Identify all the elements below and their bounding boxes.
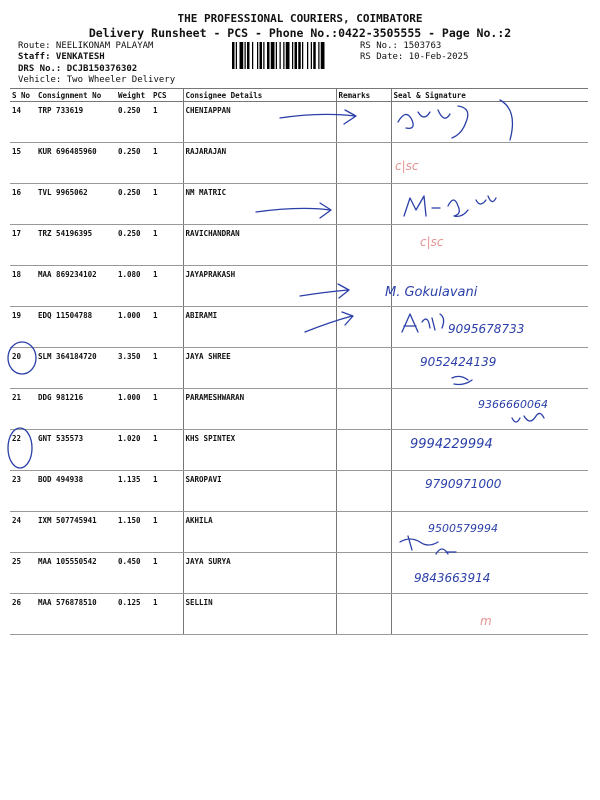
cell-consignee: NM MATRIC (183, 184, 336, 225)
handwritten-phone: 9500579994 (428, 522, 498, 535)
table-row (10, 512, 588, 553)
cell-consignee: JAYAPRAKASH (183, 266, 336, 307)
cell-consignment: KUR 696485960 (36, 143, 116, 184)
cell-consignment: EDQ 11504788 (36, 307, 116, 348)
col-header-pcs: PCS (151, 89, 183, 102)
cell-seal (391, 553, 588, 594)
cell-sno: 16 (10, 184, 36, 225)
cell-sno: 22 (10, 430, 36, 471)
company-title: THE PROFESSIONAL COURIERS, COIMBATORE (177, 12, 423, 25)
cell-sno: 26 (10, 594, 36, 635)
cell-seal (391, 307, 588, 348)
cell-consignment: IXM 507745941 (36, 512, 116, 553)
cell-remarks (336, 143, 391, 184)
cell-remarks (336, 184, 391, 225)
col-header-consignee: Consignee Details (183, 89, 336, 102)
cell-seal (391, 266, 588, 307)
table-row (10, 102, 588, 143)
drs-number: DRS No.: DCJB150376302 (18, 64, 138, 74)
cell-weight: 1.000 (116, 307, 151, 348)
cell-pcs: 1 (151, 143, 183, 184)
handwritten-phone: 9843663914 (414, 571, 491, 585)
handwritten-signature: M. Gokulavani (385, 285, 478, 300)
cell-remarks (336, 307, 391, 348)
cell-weight: 1.000 (116, 389, 151, 430)
table-row (10, 594, 588, 635)
cell-sno: 19 (10, 307, 36, 348)
cell-pcs: 1 (151, 348, 183, 389)
cell-sno: 18 (10, 266, 36, 307)
cell-remarks (336, 594, 391, 635)
table-row (10, 225, 588, 266)
table-row (10, 430, 588, 471)
barcode-image (232, 42, 352, 69)
cell-pcs: 1 (151, 266, 183, 307)
cell-consignment: MAA 105550542 (36, 553, 116, 594)
runsheet-table (10, 88, 588, 635)
cell-consignment: TRP 733619 (36, 102, 116, 143)
cell-remarks (336, 471, 391, 512)
table-row (10, 348, 588, 389)
stamp-mark: m (480, 614, 492, 628)
handwritten-phone: 9095678733 (448, 322, 525, 336)
cell-weight: 1.080 (116, 266, 151, 307)
cell-seal (391, 430, 588, 471)
cell-remarks (336, 225, 391, 266)
cell-weight: 0.250 (116, 225, 151, 266)
cell-weight: 0.250 (116, 143, 151, 184)
cell-pcs: 1 (151, 471, 183, 512)
cell-seal (391, 184, 588, 225)
cell-consignee: AKHILA (183, 512, 336, 553)
cell-remarks (336, 348, 391, 389)
cell-pcs: 1 (151, 553, 183, 594)
cell-sno: 15 (10, 143, 36, 184)
cell-consignee: PARAMESHWARAN (183, 389, 336, 430)
cell-sno: 24 (10, 512, 36, 553)
rs-number: RS No.: 1503763 (360, 41, 442, 51)
cell-consignee: JAYA SURYA (183, 553, 336, 594)
cell-consignment: GNT 535573 (36, 430, 116, 471)
handwritten-phone: 9052424139 (420, 355, 497, 369)
vehicle-label: Vehicle: Two Wheeler Delivery (18, 75, 176, 85)
cell-consignee: CHENIAPPAN (183, 102, 336, 143)
cell-consignee: SELLIN (183, 594, 336, 635)
cell-pcs: 1 (151, 389, 183, 430)
cell-remarks (336, 389, 391, 430)
cell-sno: 23 (10, 471, 36, 512)
cell-remarks (336, 430, 391, 471)
cell-weight: 3.350 (116, 348, 151, 389)
table-row (10, 307, 588, 348)
handwritten-phone: 9790971000 (425, 477, 502, 491)
staff-label: Staff: VENKATESH (18, 52, 105, 62)
col-header-sno: S No (10, 89, 36, 102)
cell-consignment: TRZ 54196395 (36, 225, 116, 266)
cell-pcs: 1 (151, 512, 183, 553)
table-row (10, 553, 588, 594)
col-header-seal: Seal & Signature (391, 89, 588, 102)
cell-seal (391, 225, 588, 266)
cell-pcs: 1 (151, 102, 183, 143)
cell-weight: 1.020 (116, 430, 151, 471)
table-header-row (10, 89, 588, 102)
cell-pcs: 1 (151, 307, 183, 348)
cell-remarks (336, 102, 391, 143)
cell-pcs: 1 (151, 225, 183, 266)
table-row (10, 143, 588, 184)
table-row (10, 184, 588, 225)
cell-consignee: KHS SPINTEX (183, 430, 336, 471)
cell-consignment: SLM 364184720 (36, 348, 116, 389)
cell-weight: 1.150 (116, 512, 151, 553)
cell-sno: 21 (10, 389, 36, 430)
cell-seal (391, 389, 588, 430)
cell-weight: 1.135 (116, 471, 151, 512)
cell-seal (391, 512, 588, 553)
col-header-consignment: Consignment No (36, 89, 116, 102)
cell-consignment: MAA 869234102 (36, 266, 116, 307)
route-label: Route: NEELIKONAM PALAYAM (18, 41, 154, 51)
handwritten-phone: 9994229994 (410, 437, 493, 452)
cell-consignee: RAJARAJAN (183, 143, 336, 184)
cell-remarks (336, 512, 391, 553)
cell-consignee: RAVICHANDRAN (183, 225, 336, 266)
table-row (10, 389, 588, 430)
table-row (10, 471, 588, 512)
stamp-mark: c|sc (420, 235, 444, 249)
cell-seal (391, 348, 588, 389)
cell-sno: 20 (10, 348, 36, 389)
cell-consignment: MAA 576878510 (36, 594, 116, 635)
rs-date: RS Date: 10-Feb-2025 (360, 52, 469, 62)
cell-seal (391, 594, 588, 635)
stamp-mark: c|sc (395, 159, 419, 173)
cell-seal (391, 471, 588, 512)
col-header-remarks: Remarks (336, 89, 391, 102)
cell-weight: 0.125 (116, 594, 151, 635)
cell-remarks (336, 553, 391, 594)
runsheet-subtitle: Delivery Runsheet - PCS - Phone No.:0422-3505555 - Page No.:2 (88, 26, 512, 40)
handwritten-phone: 9366660064 (478, 398, 548, 411)
cell-sno: 14 (10, 102, 36, 143)
cell-pcs: 1 (151, 184, 183, 225)
cell-consignee: SAROPAVI (183, 471, 336, 512)
table-row (10, 266, 588, 307)
cell-consignment: DDG 981216 (36, 389, 116, 430)
cell-consignment: BOD 494938 (36, 471, 116, 512)
col-header-weight: Weight (116, 89, 151, 102)
cell-consignment: TVL 9965062 (36, 184, 116, 225)
cell-pcs: 1 (151, 430, 183, 471)
cell-pcs: 1 (151, 594, 183, 635)
cell-sno: 17 (10, 225, 36, 266)
cell-weight: 0.250 (116, 184, 151, 225)
cell-weight: 0.250 (116, 102, 151, 143)
cell-weight: 0.450 (116, 553, 151, 594)
cell-remarks (336, 266, 391, 307)
cell-consignee: ABIRAMI (183, 307, 336, 348)
cell-sno: 25 (10, 553, 36, 594)
cell-seal (391, 143, 588, 184)
cell-consignee: JAYA SHREE (183, 348, 336, 389)
cell-seal (391, 102, 588, 143)
